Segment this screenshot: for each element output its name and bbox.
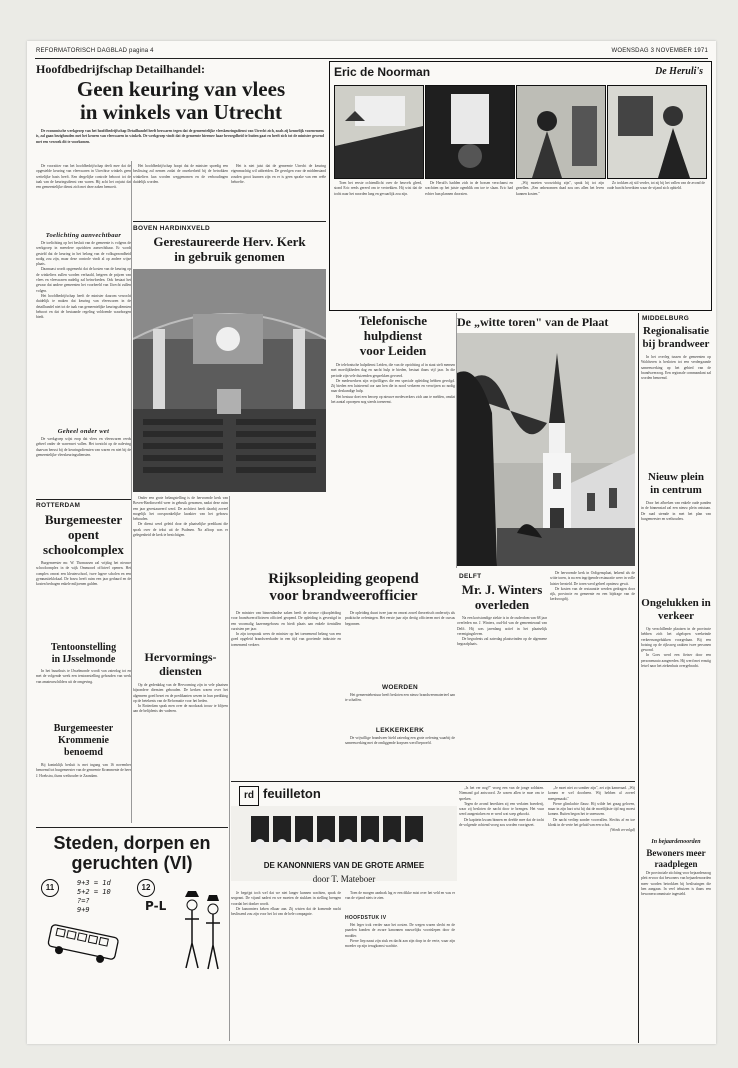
feuilleton-title: DE KANONNIERS VAN DE GROTE ARMEE [263, 861, 425, 870]
rijk-headline [231, 571, 456, 605]
feuilleton-col3: „Is het ver nog?" vroeg een van de jonge soldaten. Niemand gaf antwoord. Ze waren allen te moe om te spreken. Tegen de avond bereikten zij een verlaten boerderij, waar zij besloten de nacht door te brengen. Het vuur werd aangestoken en er werd wat soep gekookt. De kapitein kwam binnen en deelde mee dat de tocht de volgende ochtend vroeg zou worden voortgezet. [459, 786, 544, 828]
keuring-headline-line1: Geen keuring van vlees [76, 77, 286, 101]
rotterdam-headline-line3: schoolcomplex [43, 542, 124, 557]
feuilleton-col2a: Toen de morgen aanbrak lag er een dikke mist over het veld en was er van de vijand niets te zien. [345, 891, 455, 901]
witte-toren-body: De hervormde kerk in Ooltgensplaat, bekend als de witte toren, is na een ingrijpende restauratie weer in volle luister hersteld. De toren werd geheel opnieuw gewit. De kosten van de restauratie werden gedragen door rijk, provincie en gemeente en een bijdrage van de kerkvoogdij. [550, 571, 635, 602]
column-rule-2 [229, 496, 230, 1041]
middelburg-body: In het overleg tussen de gemeenten op Walcheren is besloten tot een verdergaande samenwerking op het gebied van de brandweerzorg. Een regionale commandant zal worden benoemd. [641, 355, 711, 381]
ongelukken-body: Op verschillende plaatsen in de provincie hebben zich het afgelopen weekeinde verkeersongelukken voorgedaan. Bij een botsing op de rijksweg raakten twee personen gewond. In Goes werd een fietser door een personenauto aangereden. Hij werd met ernstig letsel naar het ziekenhuis overgebracht. [641, 627, 711, 669]
kerk-body: Onder een grote belangstelling is de hervormde kerk van Boven-Hardinxveld weer in gebruik genomen, nadat deze ruim een jaar gerestaureerd werd. De architect heeft daarbij zoveel mogelijk het oorspronkelijke karakter van het gebouw behouden. De dienst werd geleid door de plaatselijke predikant die sprak over de tekst uit de Psalmen. Na afloop was er gelegenheid de kerk te bezichtigen. [133, 496, 228, 538]
masthead [27, 46, 716, 58]
feuilleton-col1: Je begrijpt toch wel dat we niet langer kunnen wachten, sprak de sergeant. De vijand nadert en we moeten de stukken in stelling brengen voordat het donker wordt. De kanonniers keken elkaar aan. Zij wisten dat de komende nacht beslissend zou zijn voor het lot van de hele compagnie. [231, 891, 341, 917]
ongelukken-line2: verkeer [657, 610, 695, 622]
steden-rule [36, 827, 228, 828]
hervormings-line2: diensten [159, 664, 202, 678]
keuring-col3: Het is niet juist dat de gemeente Utrecht de keuring eigenmachtig wil uitbreiden. De gevolgen voor de middenstand zouden groot kunnen zijn en er is geen sprake van een reële behoefte. [231, 164, 326, 184]
bejaarden-line2: Bewoners meer [646, 848, 706, 858]
steden-line1: Steden, dorpen en [53, 833, 211, 853]
comic-series: De Heruli's [655, 66, 704, 77]
puzzle-number-11: 11 [41, 879, 59, 897]
woerden-place: WOERDEN [381, 684, 419, 691]
rotterdam-rule [36, 499, 131, 500]
puzzle-pl: P-L [145, 899, 167, 913]
middelburg-line2: bij brandweer [642, 338, 710, 350]
rijk-body-col2: De opleiding duurt twee jaar en omvat zowel theoretisch onderwijs als praktische oefeningen. Het eerste jaar zijn dertig officieren met de cursus begonnen. [345, 611, 455, 626]
church-tower-image [457, 333, 635, 566]
rotterdam-headline-line1: Burgemeester [44, 512, 123, 527]
rijk-headline-line2: voor brandweerofficier [269, 588, 418, 604]
comic-panel-3 [516, 85, 606, 179]
middelburg-headline [641, 325, 711, 351]
hervormings-headline [133, 650, 228, 678]
church-interior-image [133, 269, 326, 492]
comic-panel-2 [425, 85, 515, 179]
ongelukken-line1: Ongelukken in [641, 597, 711, 609]
puzzle-number-12: 12 [137, 879, 155, 897]
rijk-body-col1: De minister van binnenlandse zaken heeft de nieuwe rijksopleiding voor brandweerofficieren officieel geopend. De opleiding is gevestigd in een voormalig kazernegebouw en biedt plaats aan enkele tientallen cursisten per jaar. In zijn toespraak wees de minister op het toenemend belang van een goed opgeleid brandweerkader in een tijd van groeiende industrie en toenemend verkeer. [231, 611, 341, 647]
puzzle-sum-1: 9+3 = 1d [77, 879, 111, 887]
rd-logo: rd [239, 786, 259, 806]
delft-line2: overleden [474, 597, 530, 612]
figures-drawing [177, 883, 227, 973]
kerk-headline [133, 234, 326, 264]
telefonische-body: De telefonische hulpdienst Leiden, die van de oprichting af in staat stelt mensen met moeilijkheden dag en nacht hulp te bieden, bestaat thans vijf jaar. In die periode zijn vele duizenden gesprekken gevoerd. De medewerkers zijn vrijwilligers die een speciale opleiding hebben gevolgd. Zij bieden een luisterend oor aan hen die in nood verkeren en verwijzen zo nodig naar deskundige hulp. Het bestuur doet een beroep op nieuwe medewerkers zich aan te melden, omdat het aantal oproepen nog steeds toeneemt. [331, 363, 455, 405]
delft-line1: Mr. J. Winters [461, 582, 543, 597]
keuring-kicker: Hoofdbedrijfschap Detailhandel: [36, 62, 206, 76]
tentoonstelling-headline [36, 642, 131, 666]
kerk-rule [133, 221, 326, 222]
feuilleton-author: door T. Mateboer [312, 874, 376, 884]
telefonische-line1: Telefonische [358, 313, 428, 328]
comic-text-1: Toen het eerste ochtendlicht over de heuvels gleed, stond Eric reeds gereed om te vertrekken. Hij wist dat de tocht naar het noorden lang en gevaarlijk zou zijn. [334, 181, 422, 196]
rotterdam-headline [36, 512, 131, 557]
comic-text-3: „Wij moeten voorzichtig zijn", sprak hij tot zijn gezellen. „Een onbezonnen daad zou ons allen het leven kunnen kosten." [516, 181, 604, 196]
keuring-subhead-1: Toelichting aanvechtbaar [45, 232, 122, 239]
krommenie-body: Bij koninklijk besluit is met ingang van 16 november benoemd tot burgemeester van de gemeente Krommenie de heer J. Hoekstra, thans wethouder te Zaandam. [36, 763, 131, 778]
column-rule-1 [131, 161, 132, 823]
feuilleton-col2b: Het leger trok verder naar het oosten. De wegen waren slecht en de paarden konden de zware kanonnen nauwelijks voortslepen door de modder. Pierre liep naast zijn stuk en dacht aan zijn dorp in de verte, waar zijn moeder op zijn terugkomst wachtte. [345, 923, 455, 949]
comic-title: Eric de Noorman [334, 65, 431, 79]
middelburg-place: MIDDELBURG [642, 315, 690, 322]
kerk-headline-line2: in gebruik genomen [174, 249, 285, 264]
keuring-col2: Het hoofdbedrijfschap hoopt dat de minister spoedig een beslissing zal nemen zodat de onzekerheid bij de betrokken winkeliers kan worden weggenomen en de verhoudingen duidelijk worden. [133, 164, 228, 184]
bejaarden-body: De provinciale stichting voor bejaardenzorg pleit ervoor dat bewoners van bejaardenoorden meer worden betrokken bij beslissingen die hen aangaan. In veel tehuizen is thans een bewonerscommissie ingesteld. [641, 871, 711, 897]
plein-body: Door het afbreken van enkele oude panden in de binnenstad zal een nieuw plein ontstaan. De raad stemde in met het plan van burgemeester en wethouders. [641, 501, 711, 521]
rotterdam-headline-line2: opent [67, 527, 100, 542]
witte-toren-headline: De „witte toren" van de Plaat [457, 315, 609, 329]
comic-text-2: De Heruli's hadden zich in de bossen verschanst en wachtten op het juiste ogenblik om toe te slaan. Eric had echter hun plannen doorzien. [425, 181, 513, 196]
puzzle-sums [77, 879, 111, 915]
krommenie-headline [36, 723, 131, 759]
delft-body: Na een kortstondige ziekte is in de ouderdom van 68 jaar overleden mr. J. Winters, oud-lid van de gemeenteraad van Delft. Hij was jarenlang actief in het plaatselijk verenigingsleven. De begrafenis zal zaterdag plaatsvinden op de algemene begraafplaats. [457, 616, 547, 647]
lekkerkerk-place: LEKKERKERK [375, 727, 425, 734]
keuring-headline-line2: in winkels van Utrecht [79, 100, 283, 124]
plein-line2: in centrum [650, 484, 702, 496]
woerden-body: Het gemeentebestuur heeft besloten een nieuw brandweermaterieel aan te schaffen. [345, 693, 455, 703]
middelburg-line1: Regionalisatie [643, 325, 709, 337]
ongelukken-headline [641, 597, 711, 623]
rotterdam-place: ROTTERDAM [36, 502, 81, 509]
comic-text-4: Zo trokken zij stil verder, tot zij bij het vallen van de avond de oude burcht bereikten waar de vijand zich ophield. [607, 181, 705, 191]
masthead-rule [35, 58, 708, 59]
masthead-left: REFORMATORISCH DAGBLAD pagina 4 [36, 48, 154, 54]
feuilleton-rule [231, 781, 635, 782]
bejaarden-line1: In bejaardenoorden [651, 839, 701, 845]
bejaarden-line3: raadplegen [654, 859, 698, 869]
lekkerkerk-body: De vrijwillige brandweer hield zaterdag een grote oefening waarbij de samenwerking met de omliggende korpsen werd beproefd. [345, 736, 455, 746]
right-column-rule [638, 313, 639, 1043]
keuring-subhead-2: Geheel onder wet [57, 428, 110, 435]
feuilleton-col4: „Je moet niet zo somber zijn", zei zijn kameraad. „Wij komen er wel doorheen. Wij hebben al zoveel meegemaakt." Pierre glimlachte flauw. Hij wilde het graag geloven, maar in zijn hart wist hij dat de moeilijkste tijd nog moest komen. Buiten begon het te sneeuwen. De nacht verliep zonder voorvallen. Slechts af en toe klonk in de verte het geluid van een schot. (Wordt vervolgd) [548, 786, 635, 833]
rijk-headline-line1: Rijksopleiding geopend [268, 571, 419, 587]
witte-toren-photo [457, 333, 635, 566]
delft-headline [457, 582, 547, 612]
delft-place: DELFT [459, 573, 482, 580]
krommenie-line3: benoemd [64, 747, 103, 758]
tentoonstelling-body: In het buurthuis te IJsselmonde wordt van zaterdag tot en met de volgende week een tentoonstelling gehouden van werk van amateurschilders uit de omgeving. [36, 669, 131, 684]
telefonische-line3: voor Leiden [359, 343, 427, 358]
tentoonstelling-line1: Tentoonstelling [50, 642, 117, 653]
plein-line1: Nieuw plein [648, 471, 704, 483]
keuring-intro: De economische werkgroep van het hoofdbedrijfschap Detailhandel heeft bezwaren tegen dat de gemeentelijke vleeskeuringsdienst van Utrecht zich, zoals zij kennelijk voornemens is, zal gaan bezighouden met het keuren van vleeswaren in winkels. De werkgroep vindt dat de gemeente hiermee haar bevoegdheid te buiten gaat en heeft zich tot de minister gewend met een verzoek dit te voorkomen. [36, 129, 324, 144]
feuilleton-chapter: HOOFDSTUK IV [345, 915, 387, 921]
krommenie-line2: Krommenie [58, 735, 109, 746]
steden-headline [36, 833, 228, 873]
feuilleton-label: feuilleton [263, 786, 321, 801]
keuring-col1b: De toelichting op het besluit van de gemeente is volgens de werkgroep in meerdere opzichten aanvechtbaar. Er wordt gesteld dat de keuring in het belang van de volksgezondheid nodig zou zijn, maar deze controle vindt al op andere wijze plaats. Daarnaast wordt opgemerkt dat de kosten van de keuring op de winkeliers zullen worden verhaald, hetgeen de prijzen van vlees en vleeswaren nadelig zal beïnvloeden. Ook bestaat het gevaar dat andere gemeenten het voorbeeld van Utrecht zullen volgen. Het hoofdbedrijfschap heeft de minister daarom verzocht duidelijk te maken dat keuring van vleeswaren in de detailhandel niet tot de taak van gemeentelijke keuringsdiensten behoort en dat de bestaande regeling voldoende waarborgen biedt. [36, 241, 131, 320]
comic-panel-1 [334, 85, 424, 179]
steden-line2: geruchten (VI) [71, 853, 193, 873]
kerk-place: BOVEN HARDINXVELD [133, 225, 210, 232]
hervormings-line1: Hervormings- [144, 650, 217, 664]
tentoonstelling-line2: in IJsselmonde [51, 654, 116, 665]
hervormings-body: Op de gedenkdag van de Hervorming zijn in vele plaatsen bijzondere diensten gehouden. De kerken waren over het algemeen goed bezet en de predikanten wezen in hun prediking op de betekenis van de Reformatie voor het heden. In Rotterdam sprak men over de noodzaak trouw te blijven aan de belijdenis der vaderen. [133, 683, 228, 714]
telefonische-headline [331, 313, 455, 358]
krommenie-line1: Burgemeester [53, 723, 114, 734]
keuring-col1c: De werkgroep wijst erop dat vlees en vleeswaren reeds geheel onder de warenwet vallen. Het toezicht op de naleving daarvan berust bij de keuringsdiensten van waren en niet bij de gemeentelijke vleeskeuringsdiensten. [36, 437, 131, 457]
kerk-headline-line1: Gerestaureerde Herv. Kerk [153, 234, 306, 249]
church-interior-photo [133, 269, 326, 492]
bejaarden-headline [641, 837, 711, 870]
puzzle-sum-3: ?=? [77, 897, 90, 905]
plein-headline [641, 471, 711, 497]
keuring-col1: De voorzitter van het hoofdbedrijfschap deelt mee dat de opgestelde keuring van vleeswaren in Utrechtse winkels geen wettelijke basis heeft. Een dergelijke controle behoort tot de taak van de keuringsdienst van waren. Hij acht het onjuist dat een gemeentelijke dienst zich met deze zaken bemoeit. [36, 164, 131, 190]
puzzle-sum-4: 9+9 [77, 906, 90, 914]
telefonische-line2: hulpdienst [363, 328, 423, 343]
comic-panel-4 [607, 85, 707, 179]
keuring-headline [36, 78, 326, 124]
puzzle-sum-2: 5+2 = 10 [77, 888, 111, 896]
newspaper-page [27, 41, 716, 1044]
rotterdam-body: Burgemeester mr. W. Thomassen zal vrijdag het nieuwe schoolcomplex in de wijk Ommoord officieel openen. Het complex omvat een kleuterschool, twee lagere scholen en een gymnastieklokaal. De bouw heeft ruim een jaar geduurd en de kosten bedragen enkele miljoenen gulden. [36, 561, 131, 587]
column-rule-3 [456, 313, 457, 568]
masthead-right: WOENSDAG 3 NOVEMBER 1971 [611, 48, 708, 54]
bus-drawing [41, 921, 126, 966]
